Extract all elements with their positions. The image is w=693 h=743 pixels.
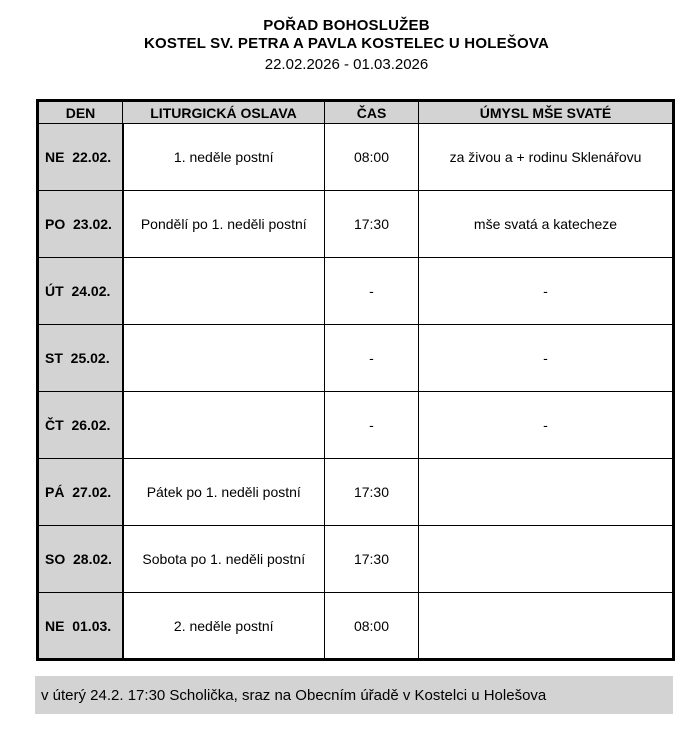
intention-cell: - bbox=[419, 325, 674, 392]
church-name: KOSTEL SV. PETRA A PAVLA KOSTELEC U HOLEŠOVA bbox=[144, 35, 549, 52]
footer-note-text: v úterý 24.2. 17:30 Scholička, sraz na Obecním úřadě v Kostelci u Holešova bbox=[41, 686, 547, 704]
intention-cell: mše svatá a katecheze bbox=[419, 191, 674, 258]
table-row bbox=[38, 325, 674, 392]
table-row bbox=[38, 124, 674, 191]
intention-cell: - bbox=[419, 258, 674, 325]
day-cell: PO 23.02. bbox=[38, 191, 123, 258]
table-row bbox=[38, 191, 674, 258]
celebration-cell: Pátek po 1. neděli postní bbox=[123, 459, 325, 526]
document-header bbox=[0, 0, 693, 74]
intention-cell: - bbox=[419, 392, 674, 459]
table-row bbox=[38, 593, 674, 660]
intention-cell bbox=[419, 459, 674, 526]
celebration-cell: 1. neděle postní bbox=[123, 124, 325, 191]
intention-cell bbox=[419, 526, 674, 593]
date-range: 22.02.2026 - 01.03.2026 bbox=[264, 56, 429, 73]
day-cell: ST 25.02. bbox=[38, 325, 123, 392]
time-cell: - bbox=[325, 325, 419, 392]
day-cell: ČT 26.02. bbox=[38, 392, 123, 459]
celebration-cell: Sobota po 1. neděli postní bbox=[123, 526, 325, 593]
footer-note-bar bbox=[35, 676, 673, 714]
time-cell: - bbox=[325, 392, 419, 459]
column-header-celebration: LITURGICKÁ OSLAVA bbox=[123, 101, 325, 124]
table-row bbox=[38, 459, 674, 526]
column-header-intention: ÚMYSL MŠE SVATÉ bbox=[419, 101, 674, 124]
celebration-cell bbox=[123, 325, 325, 392]
intention-cell: za živou a + rodinu Sklenářovu bbox=[419, 124, 674, 191]
time-cell: - bbox=[325, 258, 419, 325]
column-header-day: DEN bbox=[38, 101, 123, 124]
intention-cell bbox=[419, 593, 674, 660]
table-row bbox=[38, 392, 674, 459]
time-cell: 17:30 bbox=[325, 526, 419, 593]
celebration-cell: Pondělí po 1. neděli postní bbox=[123, 191, 325, 258]
day-cell: ÚT 24.02. bbox=[38, 258, 123, 325]
day-cell: PÁ 27.02. bbox=[38, 459, 123, 526]
time-cell: 08:00 bbox=[325, 593, 419, 660]
day-cell: NE 22.02. bbox=[38, 124, 123, 191]
celebration-cell bbox=[123, 258, 325, 325]
time-cell: 08:00 bbox=[325, 124, 419, 191]
day-cell: SO 28.02. bbox=[38, 526, 123, 593]
table-row bbox=[38, 258, 674, 325]
celebration-cell bbox=[123, 392, 325, 459]
page-title: POŘAD BOHOSLUŽEB bbox=[263, 17, 430, 34]
schedule-table bbox=[36, 99, 675, 661]
column-header-time: ČAS bbox=[325, 101, 419, 124]
table-header-row bbox=[38, 101, 674, 124]
day-cell: NE 01.03. bbox=[38, 593, 123, 660]
time-cell: 17:30 bbox=[325, 191, 419, 258]
celebration-cell: 2. neděle postní bbox=[123, 593, 325, 660]
table-row bbox=[38, 526, 674, 593]
time-cell: 17:30 bbox=[325, 459, 419, 526]
